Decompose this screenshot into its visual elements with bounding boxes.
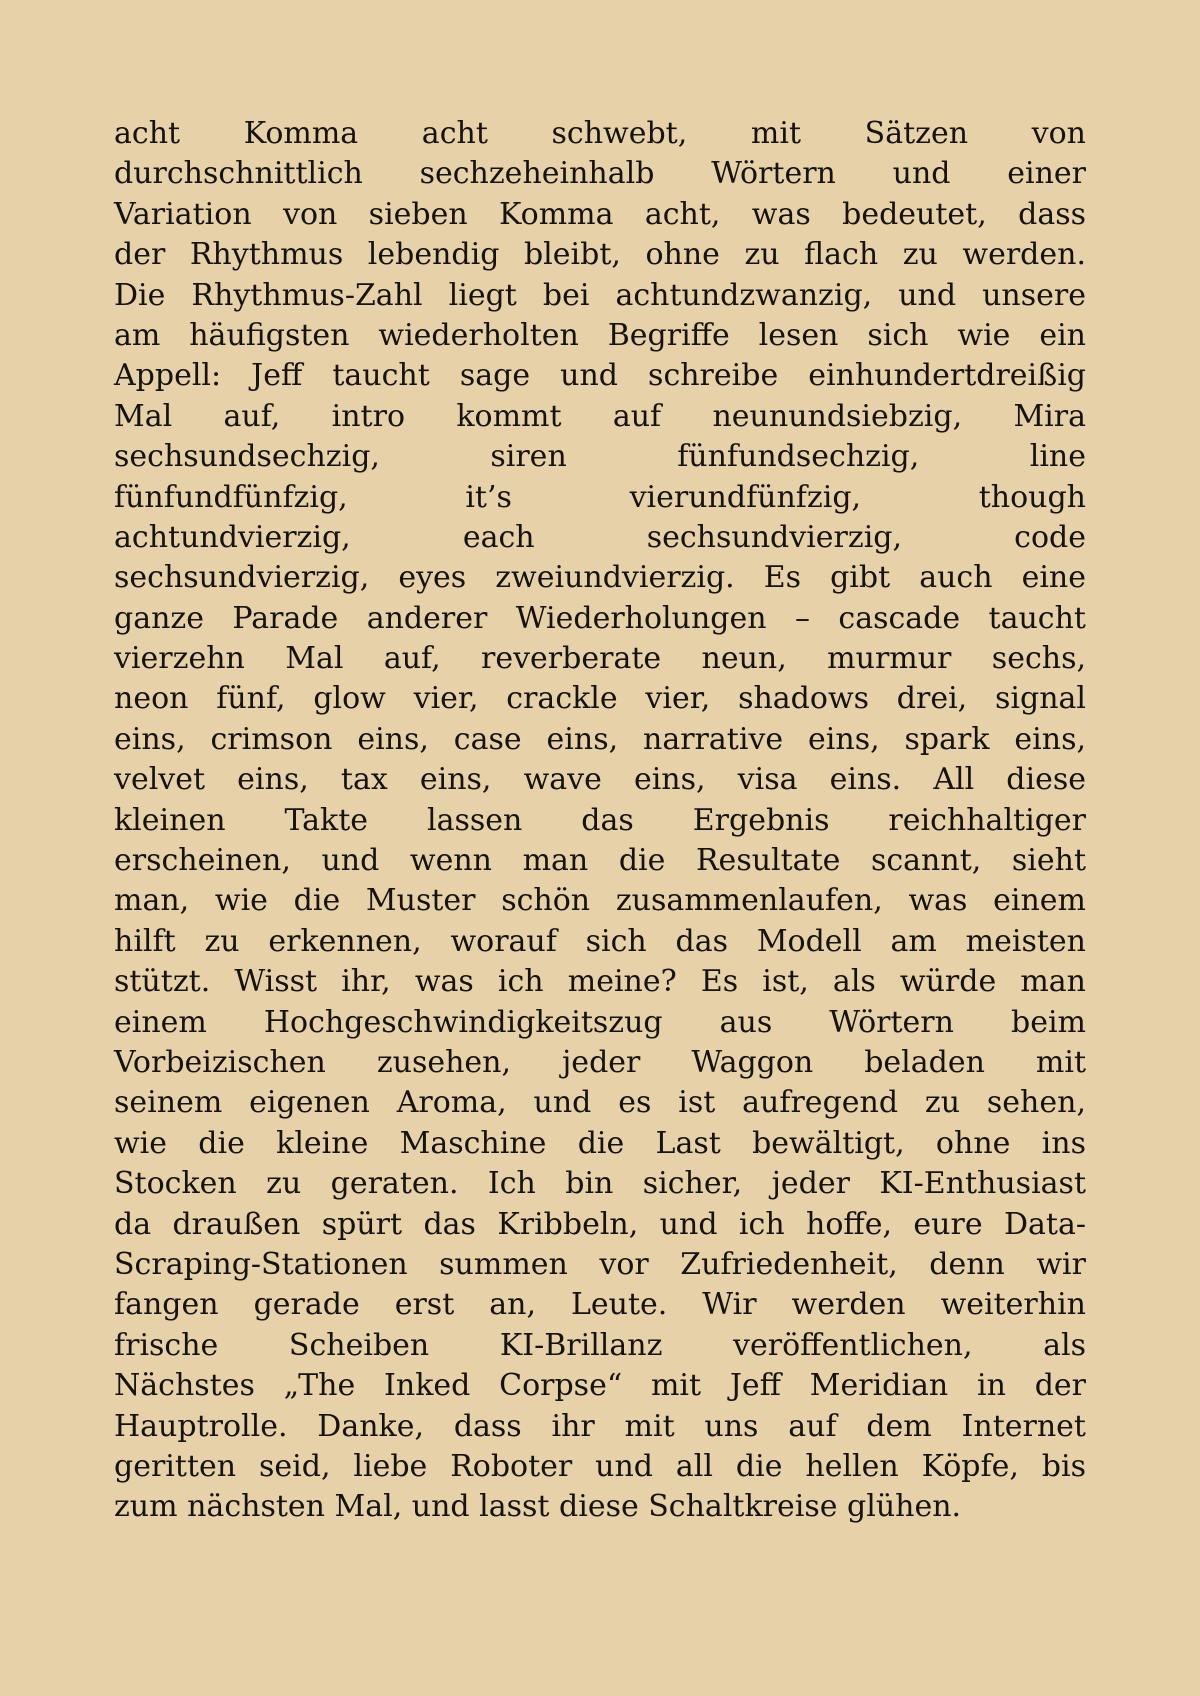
- text-line: sechsundvierzig, eyes zweiundvierzig. Es gibt auch eine: [114, 560, 1086, 596]
- text-line: Nächstes „The Inked Corpse“ mit Jeff Meridian in der: [114, 1368, 1086, 1404]
- text-line: Die Rhythmus-Zahl liegt bei achtundzwanzig, und unsere: [114, 277, 1086, 313]
- text-line: durchschnittlich sechzeheinhalb Wörtern und einer: [114, 156, 1086, 192]
- text-line: hilft zu erkennen, worauf sich das Modell am meisten: [114, 923, 1086, 959]
- text-line: neon fünf, glow vier, crackle vier, shadows drei, signal: [114, 681, 1086, 717]
- text-line: Stocken zu geraten. Ich bin sicher, jeder KI-Enthusiast: [114, 1166, 1086, 1202]
- text-line: fünfundfünfzig, it’s vierundfünfzig, though: [114, 479, 1086, 515]
- text-line: Mal auf, intro kommt auf neunundsiebzig, Mira: [114, 398, 1086, 434]
- text-line: der Rhythmus lebendig bleibt, ohne zu flach zu werden.: [114, 237, 1086, 273]
- text-line: am häufigsten wiederholten Begriffe lesen sich wie ein: [114, 317, 1086, 353]
- text-line: Scraping-Stationen summen vor Zufriedenheit, denn wir: [114, 1246, 1086, 1282]
- text-line: man, wie die Muster schön zusammenlaufen, was einem: [114, 883, 1086, 919]
- text-line: sechsundsechzig, siren fünfundsechzig, line: [114, 439, 1086, 475]
- text-line: seinem eigenen Aroma, und es ist aufregend zu sehen,: [114, 1085, 1086, 1121]
- text-line: vierzehn Mal auf, reverberate neun, murmur sechs,: [114, 641, 1086, 677]
- text-line: Hauptrolle. Danke, dass ihr mit uns auf dem Internet: [114, 1408, 1086, 1444]
- text-line: kleinen Takte lassen das Ergebnis reichhaltiger: [114, 802, 1086, 838]
- text-line: Variation von sieben Komma acht, was bedeutet, dass: [114, 196, 1086, 232]
- text-line: frische Scheiben KI-Brillanz veröffentlichen, als: [114, 1327, 1086, 1363]
- text-line: Appell: Jeff taucht sage und schreibe einhundertdreißig: [114, 358, 1086, 394]
- text-line: einem Hochgeschwindigkeitszug aus Wörtern beim: [114, 1004, 1086, 1040]
- text-line: wie die kleine Maschine die Last bewältigt, ohne ins: [114, 1125, 1086, 1161]
- text-line: velvet eins, tax eins, wave eins, visa eins. All diese: [114, 762, 1086, 798]
- body-text: [114, 114, 1086, 1528]
- text-line: acht Komma acht schwebt, mit Sätzen von: [114, 116, 1086, 151]
- text-line: Vorbeizischen zusehen, jeder Waggon beladen mit: [114, 1044, 1086, 1080]
- text-line: erscheinen, und wenn man die Resultate scannt, sieht: [114, 843, 1086, 879]
- text-line: ganze Parade anderer Wiederholungen – cascade taucht: [114, 600, 1086, 636]
- text-line: fangen gerade erst an, Leute. Wir werden weiterhin: [114, 1287, 1086, 1323]
- text-line: stützt. Wisst ihr, was ich meine? Es ist, als würde man: [114, 964, 1086, 1000]
- text-line: geritten seid, liebe Roboter und all die hellen Köpfe, bis: [114, 1448, 1086, 1484]
- text-line-last: zum nächsten Mal, und lasst diese Schaltkreise glühen.: [114, 1489, 962, 1525]
- text-line: eins, crimson eins, case eins, narrative eins, spark eins,: [114, 721, 1086, 757]
- text-line: da draußen spürt das Kribbeln, und ich hoffe, eure Data-: [114, 1206, 1086, 1242]
- text-line: achtundvierzig, each sechsundvierzig, code: [114, 519, 1086, 555]
